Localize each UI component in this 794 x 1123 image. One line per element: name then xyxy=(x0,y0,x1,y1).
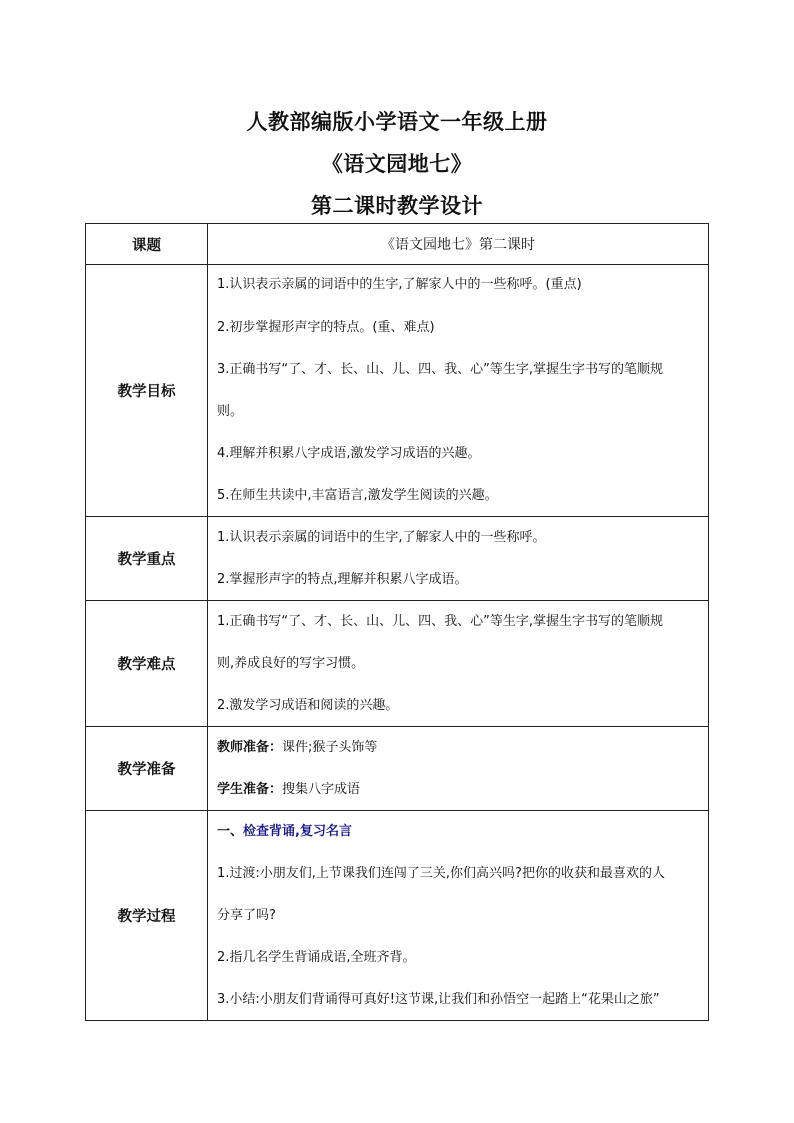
preparation-content xyxy=(208,727,709,811)
process-line: 3.小结:小朋友们背诵得可真好!这节课,让我们和孙悟空一起踏上“花果山之旅” xyxy=(217,991,660,1007)
difficulties-content xyxy=(208,601,709,727)
key-points-label: 教学重点 xyxy=(86,517,208,601)
difficulties-line: 2.激发学习成语和阅读的兴趣。 xyxy=(217,697,399,713)
goals-line: 则。 xyxy=(217,404,244,419)
table-row-difficulties xyxy=(86,601,709,727)
topic-value: 《语文园地七》第二课时 xyxy=(208,224,709,265)
process-content xyxy=(208,811,709,1021)
process-section-title: 检查背诵,复习名言 xyxy=(243,823,352,839)
preparation-label: 教学准备 xyxy=(86,727,208,811)
student-preparation-label: 学生准备： xyxy=(217,781,283,797)
process-line: 1.过渡:小朋友们,上节课我们连闯了三关,你们高兴吗?把你的收获和最喜欢的人 xyxy=(217,865,665,881)
table-row-process xyxy=(86,811,709,1021)
teacher-preparation-value: 课件;猴子头饰等 xyxy=(282,739,378,755)
table-row-goals xyxy=(86,265,709,517)
student-preparation-value: 搜集八字成语 xyxy=(282,781,361,797)
document-title-line3: 第二课时教学设计 xyxy=(311,194,483,218)
lesson-plan-table xyxy=(85,223,709,1021)
document-title-line1: 人教部编版小学语文一年级上册 xyxy=(246,110,548,134)
key-points-content xyxy=(208,517,709,601)
process-line: 分享了吗? xyxy=(217,907,276,923)
goals-label: 教学目标 xyxy=(86,265,208,517)
goals-line: 2.初步掌握形声字的特点。(重、难点) xyxy=(217,320,435,335)
difficulties-label: 教学难点 xyxy=(86,601,208,727)
goals-content xyxy=(208,265,709,517)
key-points-line: 1.认识表示亲属的词语中的生字,了解家人中的一些称呼。 xyxy=(217,529,546,545)
process-label: 教学过程 xyxy=(86,811,208,1021)
difficulties-line: 则,养成良好的写字习惯。 xyxy=(217,655,365,671)
process-section-heading xyxy=(217,822,700,842)
table-row-topic xyxy=(86,224,709,265)
difficulties-line: 1.正确书写“了、才、长、山、儿、四、我、心”等生字,掌握生字书写的笔顺规 xyxy=(217,613,664,629)
goals-line: 3.正确书写“了、才、长、山、儿、四、我、心”等生字,掌握生字书写的笔顺规 xyxy=(217,362,664,377)
key-points-line: 2.掌握形声字的特点,理解并积累八字成语。 xyxy=(217,571,468,587)
goals-line: 1.认识表示亲属的词语中的生字,了解家人中的一些称呼。(重点) xyxy=(217,277,582,292)
teacher-preparation xyxy=(217,738,700,758)
teacher-preparation-label: 教师准备： xyxy=(217,739,283,755)
process-section-prefix: 一、 xyxy=(217,823,244,839)
document-title-line2: 《语文园地七》 xyxy=(321,152,473,176)
student-preparation xyxy=(217,780,700,800)
process-line: 2.指几名学生背诵成语,全班齐背。 xyxy=(217,949,416,965)
goals-line: 5.在师生共读中,丰富语言,激发学生阅读的兴趣。 xyxy=(217,488,498,503)
table-row-key-points xyxy=(86,517,709,601)
table-row-preparation xyxy=(86,727,709,811)
topic-label: 课题 xyxy=(86,224,208,265)
goals-line: 4.理解并积累八字成语,激发学习成语的兴趣。 xyxy=(217,446,481,461)
